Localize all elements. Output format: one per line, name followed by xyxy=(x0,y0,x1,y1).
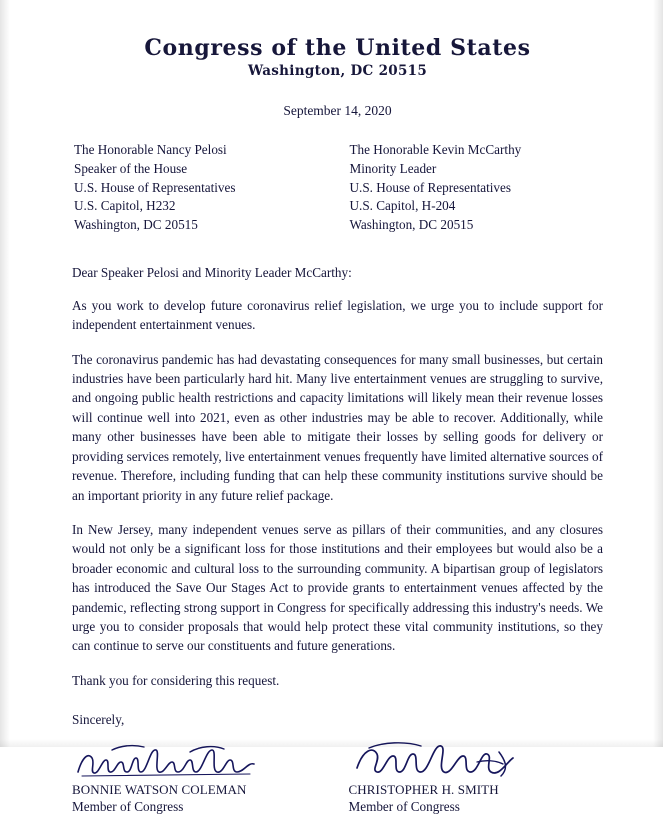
signer-name: CHRISTOPHER H. SMITH xyxy=(348,782,499,798)
body-paragraph-1: As you work to develop future coronavirus relief legislation, we urge you to include support for independent entertainment venues. xyxy=(72,297,603,333)
recipient-city: Washington, DC 20515 xyxy=(74,217,198,233)
page-edge-shadow-right xyxy=(653,0,663,747)
recipient-name: The Honorable Nancy Pelosi xyxy=(74,142,227,158)
body-paragraph-2: The coronavirus pandemic has had devastating consequences for many small businesses, but certain industries have been particularly hard hit. Many live entertainment venues are struggling to survive, and ongoing public health restrictions and capacity limitations will likely mean their revenue losses will continue well into 2021, even as other industries may be able to recover. Additionally, while many other businesses have been able to mitigate their losses by selling goods for delivery or providing services remotely, live entertainment venues frequently have limited alternative sources of revenue. Therefore, including funding that can help these community institutions survive should be an important priority in any future relief package. xyxy=(72,351,603,503)
recipient-body: U.S. House of Representatives xyxy=(74,179,236,195)
closing: Sincerely, xyxy=(72,712,125,728)
signer-name: BONNIE WATSON COLEMAN xyxy=(72,782,247,798)
recipient-block xyxy=(72,141,603,235)
recipient-city: Washington, DC 20515 xyxy=(349,217,474,233)
body-paragraph-4: Thank you for considering this request. xyxy=(72,672,280,688)
body-paragraph-3: In New Jersey, many independent venues serve as pillars of their communities, and any closures would not only be a significant loss for those institutions and their employees but would also be a broader economic and cultural loss to the surrounding community. A bipartisan group of legislators has introduced the Save Our Stages Act to provide grants to entertainment venues affected by the pandemic, reflecting strong support in Congress for specifically addressing this industry's needs. We urge you to consider proposals that would help protect these vital community institutions, so they can continue to serve our constituents and future generations. xyxy=(72,521,603,654)
signer-1 xyxy=(72,738,327,815)
recipient-role: Speaker of the House xyxy=(74,160,188,176)
signer-title: Member of Congress xyxy=(72,799,184,815)
signer-title: Member of Congress xyxy=(348,799,460,815)
page-edge-shadow-left xyxy=(0,0,10,747)
recipient-body: U.S. House of Representatives xyxy=(349,179,512,195)
recipient-room: U.S. Capitol, H232 xyxy=(74,198,176,214)
recipient-secondary xyxy=(328,141,604,235)
christopher-h-smith-signature-icon xyxy=(349,738,604,782)
bonnie-watson-coleman-signature-icon xyxy=(72,738,327,782)
letterhead-subtitle: Washington, DC 20515 xyxy=(247,63,428,80)
letter-date: September 14, 2020 xyxy=(283,103,392,119)
signature-block xyxy=(72,738,603,815)
recipient-name: The Honorable Kevin McCarthy xyxy=(349,142,522,158)
recipient-room: U.S. Capitol, H-204 xyxy=(349,198,456,214)
signer-2 xyxy=(327,738,604,815)
letterhead-title: Congress of the United States xyxy=(144,35,531,61)
salutation: Dear Speaker Pelosi and Minority Leader McCarthy: xyxy=(72,264,352,280)
letterhead xyxy=(72,36,603,79)
recipient-primary xyxy=(72,141,328,235)
recipient-role: Minority Leader xyxy=(349,160,437,176)
